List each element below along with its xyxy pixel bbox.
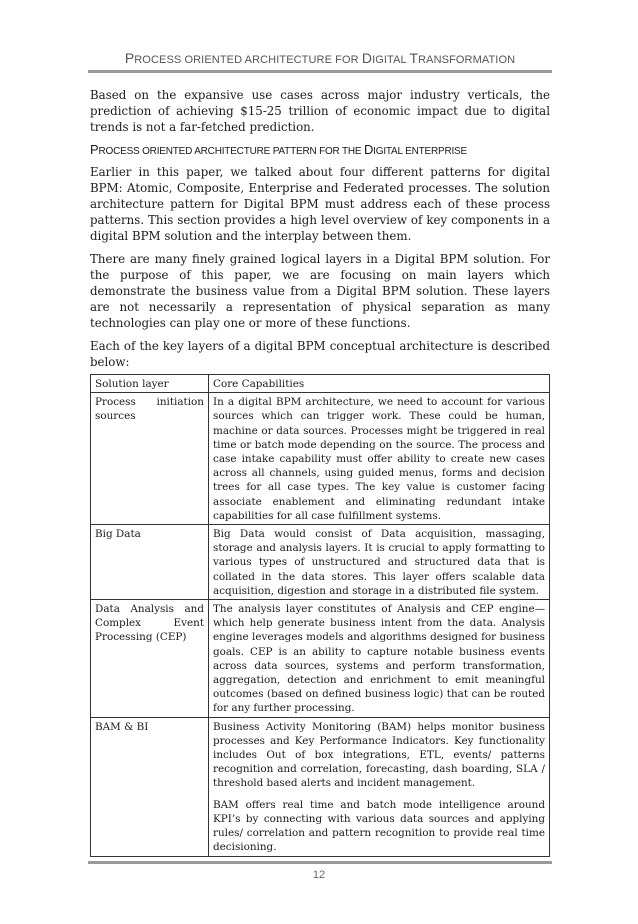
capabilities-cell bbox=[209, 393, 550, 525]
header-rule bbox=[88, 70, 552, 73]
layer-cell: Data Analysis and Complex Event Processing (CEP) bbox=[91, 600, 209, 718]
layer-cell: Process initiation sources bbox=[91, 393, 209, 525]
section-heading bbox=[90, 142, 550, 160]
architecture-layers-table bbox=[90, 374, 550, 857]
header-text: RANSFORMATION bbox=[418, 54, 516, 66]
header-text: IGITAL bbox=[372, 54, 410, 66]
capabilities-cell bbox=[209, 717, 550, 856]
table-row bbox=[91, 393, 550, 525]
table-row bbox=[91, 717, 550, 856]
table-header-cell: Solution layer bbox=[91, 375, 209, 393]
heading-text: ROCESS ORIENTED ARCHITECTURE PATTERN FOR THE bbox=[98, 146, 364, 157]
layer-cell: Big Data bbox=[91, 525, 209, 600]
layer-cell: BAM & BI bbox=[91, 717, 209, 856]
body-paragraph: There are many finely grained logical layers in a Digital BPM solution. For the purpose of this paper, we are focusing on main layers which demonstrate the business value from a Digital BPM solution. These layers are not necessarily a representation of physical separation as many technologies can play one or more of these functions. bbox=[90, 252, 550, 330]
running-header bbox=[88, 50, 552, 66]
capabilities-text: In a digital BPM architecture, we need to account for various sources which can trigger work. These could be human, machine or data sources. Processes might be triggered in real time or batch mode depending on the source. The process and case intake capability must offer ability to create new cases across all channels, using guided menus, forms and decision trees for all case types. The key value is customer facing associate enablement and eliminating redundant intake capabilities for all case fulfillment systems. bbox=[213, 396, 545, 522]
capabilities-cell bbox=[209, 600, 550, 718]
table-row bbox=[91, 525, 550, 600]
header-text: ROCESS ORIENTED ARCHITECTURE FOR bbox=[134, 54, 362, 66]
body-paragraph: Each of the key layers of a digital BPM conceptual architecture is described below: bbox=[90, 339, 550, 369]
table-row bbox=[91, 600, 550, 718]
table-header-row bbox=[91, 375, 550, 393]
header-cap: P bbox=[124, 50, 135, 66]
header-cap: T bbox=[409, 50, 419, 66]
heading-cap: D bbox=[363, 142, 374, 157]
heading-text: IGITAL ENTERPRISE bbox=[373, 146, 467, 157]
table-header-cell: Core Capabilities bbox=[209, 375, 550, 393]
capabilities-text: Big Data would consist of Data acquisition, massaging, storage and analysis layers. It is crucial to apply formatting to various types of unstructured and structured data that is collated in the data stores. This layer offers scalable data acquisition, digestion and storage in a distributed file system. bbox=[213, 528, 545, 597]
page-body bbox=[90, 87, 550, 857]
capabilities-text: The analysis layer constitutes of Analysis and CEP engine—which help generate business intent from the data. Analysis engine leverages models and algorithms designed for business goals. CEP is an ability to capture notable business events across data sources, systems and perform transformation, aggregation, detection and enrichment to emit meaningful outcomes (based on defined business logic) that can be routed for any further processing. bbox=[213, 603, 545, 715]
footer-rule bbox=[88, 861, 552, 864]
heading-cap: P bbox=[90, 142, 99, 157]
intro-paragraph: Based on the expansive use cases across major industry verticals, the prediction of achieving $15-25 trillion of economic impact due to digital trends is not a far-fetched prediction. bbox=[90, 88, 550, 134]
capabilities-text: Business Activity Monitoring (BAM) helps monitor business processes and Key Performance Indicators. Key functionality includes Out of box integrations, ETL, events/ patterns recognition and correlation, forecasting, dash boarding, SLA / threshold based alerts and incident management. bbox=[213, 720, 545, 790]
page-number: 12 bbox=[312, 869, 326, 881]
capabilities-cell bbox=[209, 525, 550, 600]
body-paragraph: Earlier in this paper, we talked about four different patterns for digital BPM: Atomic, Composite, Enterprise and Federated processes. The solution architecture pattern for Digital BPM must address each of these process patterns. This section provides a high level overview of key components in a digital BPM solution and the interplay between them. bbox=[90, 165, 550, 243]
capabilities-text: BAM offers real time and batch mode intelligence around KPI’s by connecting with various data sources and applying rules/ correlation and pattern recognition to provide real time decisioning. bbox=[213, 798, 545, 854]
header-cap: D bbox=[361, 50, 373, 66]
